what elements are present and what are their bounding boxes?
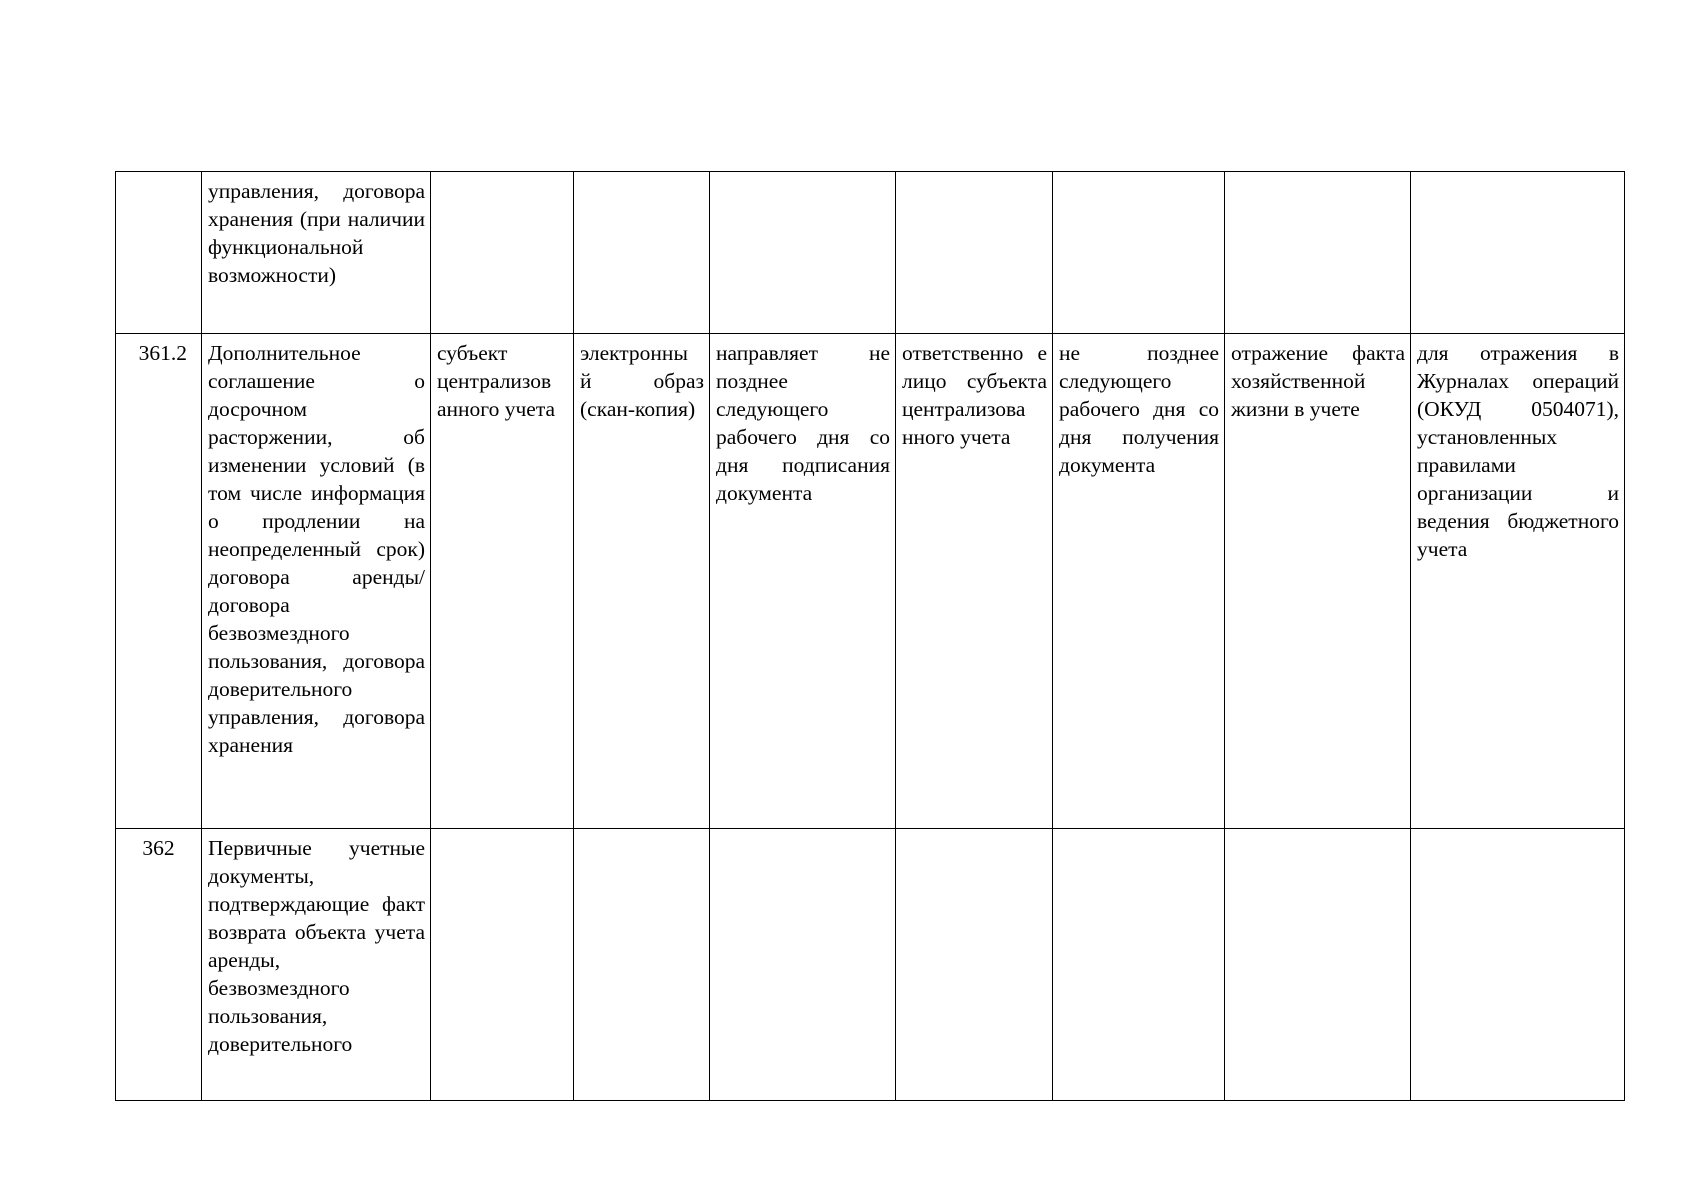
table-row: [116, 829, 1625, 1101]
responsible-cell: субъект централизов анного учета: [431, 334, 574, 829]
document-table: [115, 171, 1625, 1101]
notes-cell: [1411, 172, 1625, 334]
receiver-cell: ответственно е лицо субъекта централизова нного учета: [896, 334, 1053, 829]
receive-deadline-cell: [1053, 829, 1225, 1101]
purpose-cell: отражение факта хозяйственной жизни в учете: [1225, 334, 1411, 829]
form-cell: электронны й образ (скан-копия): [574, 334, 710, 829]
form-cell: [574, 172, 710, 334]
document-name-cell: Первичные учетные документы, подтверждающие факт возврата объекта учета аренды, безвозмездного пользования, доверительного: [202, 829, 431, 1101]
row-number-cell: 361.2: [116, 334, 202, 829]
purpose-cell: [1225, 172, 1411, 334]
purpose-cell: [1225, 829, 1411, 1101]
receiver-cell: [896, 829, 1053, 1101]
document-name-cell: Дополнительное соглашение о досрочном расторжении, об изменении условий (в том числе информация о продлении на неопределенный срок) договора аренды/договора безвозмездного пользования, договора доверительного управления, договора хранения: [202, 334, 431, 829]
document-name-cell: управления, договора хранения (при наличии функциональной возможности): [202, 172, 431, 334]
form-cell: [574, 829, 710, 1101]
receiver-cell: [896, 172, 1053, 334]
table-row: [116, 172, 1625, 334]
row-number-cell: 362: [116, 829, 202, 1101]
notes-cell: для отражения в Журналах операций (ОКУД 0504071), установленных правилами организации и ведения бюджетного учета: [1411, 334, 1625, 829]
receive-deadline-cell: не позднее следующего рабочего дня со дня получения документа: [1053, 334, 1225, 829]
deadline-cell: [710, 172, 896, 334]
deadline-cell: [710, 829, 896, 1101]
deadline-cell: направляет не позднее следующего рабочего дня со дня подписания документа: [710, 334, 896, 829]
receive-deadline-cell: [1053, 172, 1225, 334]
responsible-cell: [431, 172, 574, 334]
row-number-cell: [116, 172, 202, 334]
table-row: [116, 334, 1625, 829]
notes-cell: [1411, 829, 1625, 1101]
responsible-cell: [431, 829, 574, 1101]
